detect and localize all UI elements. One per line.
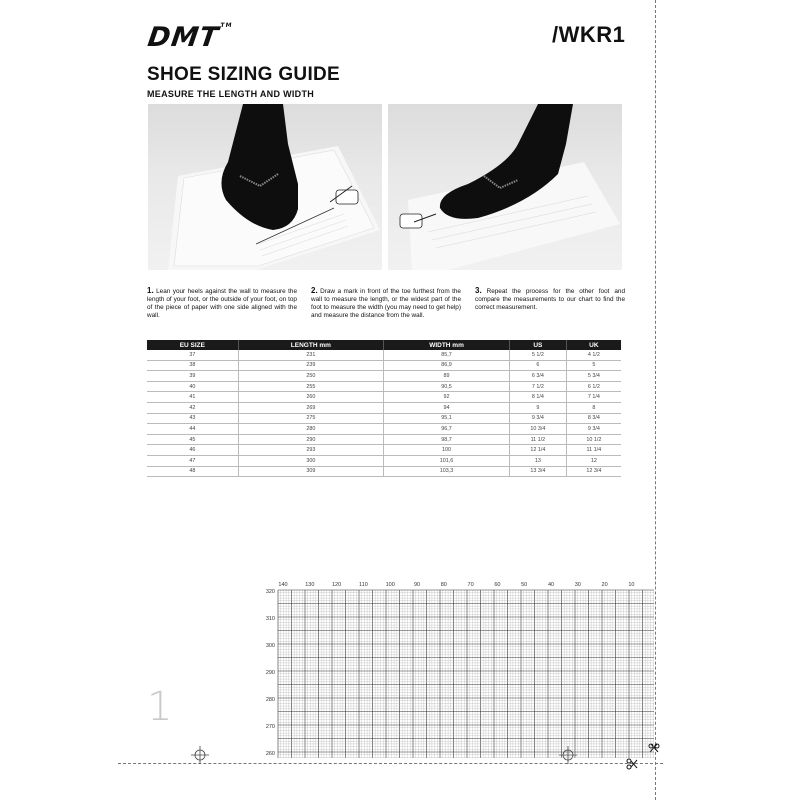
grid-y-label: 260 (265, 751, 275, 757)
cell-length: 250 (238, 371, 383, 382)
registration-mark-icon (191, 746, 209, 764)
cell-length: 290 (238, 434, 383, 445)
cell-eu-size: 47 (147, 455, 238, 466)
cell-us: 9 3/4 (510, 413, 567, 424)
cell-width: 103,3 (383, 466, 509, 477)
cell-uk: 11 1/4 (566, 445, 621, 456)
cell-width: 92 (383, 392, 509, 403)
cell-length: 293 (238, 445, 383, 456)
cell-uk: 12 3/4 (566, 466, 621, 477)
grid-y-label: 300 (265, 643, 275, 649)
grid-x-label: 120 (332, 582, 342, 588)
cell-length: 300 (238, 455, 383, 466)
grid-x-label: 30 (574, 582, 581, 588)
cell-eu-size: 37 (147, 350, 238, 360)
grid-y-label: 280 (265, 697, 275, 703)
grid-y-labels (266, 589, 275, 757)
cell-length: 239 (238, 360, 383, 371)
grid-x-label: 20 (601, 582, 608, 588)
cell-width: 90,5 (383, 381, 509, 392)
cell-us: 5 1/2 (510, 350, 567, 360)
grid-x-label: 40 (547, 582, 555, 588)
grid-y-label: 270 (265, 724, 275, 730)
page-subtitle: MEASURE THE LENGTH AND WIDTH (147, 89, 315, 99)
cell-us: 6 (510, 360, 567, 371)
cell-eu-size: 42 (147, 402, 238, 413)
cell-width: 89 (383, 371, 509, 382)
cell-uk: 12 (566, 455, 621, 466)
grid-x-label: 90 (413, 582, 421, 588)
cell-length: 280 (238, 424, 383, 435)
cell-width: 85,7 (383, 350, 509, 360)
cell-us: 7 1/2 (510, 381, 567, 392)
grid-x-label: 110 (359, 582, 368, 588)
cell-us: 12 1/4 (510, 445, 567, 456)
grid-y-label: 310 (265, 616, 275, 622)
cell-eu-size: 39 (147, 371, 238, 382)
cell-uk: 8 3/4 (566, 413, 621, 424)
grid-x-labels (278, 582, 634, 588)
step-number: 3. (475, 286, 482, 295)
grid-x-label: 60 (494, 582, 501, 588)
scissors-icon (627, 759, 637, 769)
grid-y-label: 290 (265, 670, 275, 676)
step-text: Repeat the process for the other foot and compare the measurements to our chart to find the correct measurement. (475, 288, 625, 311)
cell-us: 13 (510, 455, 567, 466)
cell-us: 9 (510, 402, 567, 413)
cell-us: 8 1/4 (510, 392, 567, 403)
cell-eu-size: 44 (147, 424, 238, 435)
cell-length: 309 (238, 466, 383, 477)
cell-length: 275 (238, 413, 383, 424)
grid-lines (278, 590, 654, 758)
cell-eu-size: 45 (147, 434, 238, 445)
cell-length: 269 (238, 402, 383, 413)
cell-uk: 8 (566, 402, 621, 413)
measuring-grid (262, 578, 662, 758)
cell-width: 96,7 (383, 424, 509, 435)
cell-eu-size: 41 (147, 392, 238, 403)
cell-width: 100 (383, 445, 509, 456)
step-number: 1. (147, 286, 154, 295)
cell-width: 98,7 (383, 434, 509, 445)
logo-text: DMT (145, 22, 221, 53)
col-us: US (510, 340, 567, 350)
cell-uk: 5 3/4 (566, 371, 621, 382)
cell-width: 101,6 (383, 455, 509, 466)
cell-uk: 5 (566, 360, 621, 371)
cell-uk: 4 1/2 (566, 350, 621, 360)
cell-uk: 9 3/4 (566, 424, 621, 435)
logo-tm: TM (219, 22, 233, 29)
model-name: /WKR1 (552, 22, 626, 47)
grid-y-label: 320 (265, 589, 275, 595)
page-title: SHOE SIZING GUIDE (147, 64, 341, 85)
step-text: Lean your heels against the wall to measure the length of your foot, or the outside of your foot, on top of the piece of paper with one side aligned with the wall. (147, 288, 297, 319)
cell-width: 94 (383, 402, 509, 413)
col-width: WIDTH mm (383, 340, 509, 350)
grid-x-label: 130 (305, 582, 315, 588)
cell-length: 260 (238, 392, 383, 403)
grid-x-label: 140 (278, 582, 288, 588)
cell-length: 231 (238, 350, 383, 360)
cell-eu-size: 46 (147, 445, 238, 456)
col-uk: UK (566, 340, 621, 350)
cell-eu-size: 40 (147, 381, 238, 392)
grid-x-label: 70 (467, 582, 474, 588)
page-number: 1 (147, 684, 173, 730)
cell-eu-size: 43 (147, 413, 238, 424)
grid-x-label: 50 (521, 582, 528, 588)
col-eu-size: EU SIZE (147, 340, 238, 350)
cell-us: 11 1/2 (510, 434, 567, 445)
cell-uk: 10 1/2 (566, 434, 621, 445)
cell-us: 13 3/4 (510, 466, 567, 477)
grid-x-label: 80 (440, 582, 447, 588)
cell-uk: 7 1/4 (566, 392, 621, 403)
cell-eu-size: 38 (147, 360, 238, 371)
col-length: LENGTH mm (238, 340, 383, 350)
grid-x-label: 100 (385, 582, 395, 588)
step-text: Draw a mark in front of the toe furthest from the wall to measure the length, or the widest part of the foot to measure the width (you may need to get help) and measure the distance from the wall. (311, 288, 461, 319)
step-number: 2. (311, 286, 318, 295)
cell-eu-size: 48 (147, 466, 238, 477)
cell-uk: 6 1/2 (566, 381, 621, 392)
cell-width: 86,9 (383, 360, 509, 371)
cell-width: 95,1 (383, 413, 509, 424)
cell-us: 6 3/4 (510, 371, 567, 382)
grid-x-label: 10 (628, 582, 635, 588)
cell-us: 10 3/4 (510, 424, 567, 435)
cell-length: 255 (238, 381, 383, 392)
